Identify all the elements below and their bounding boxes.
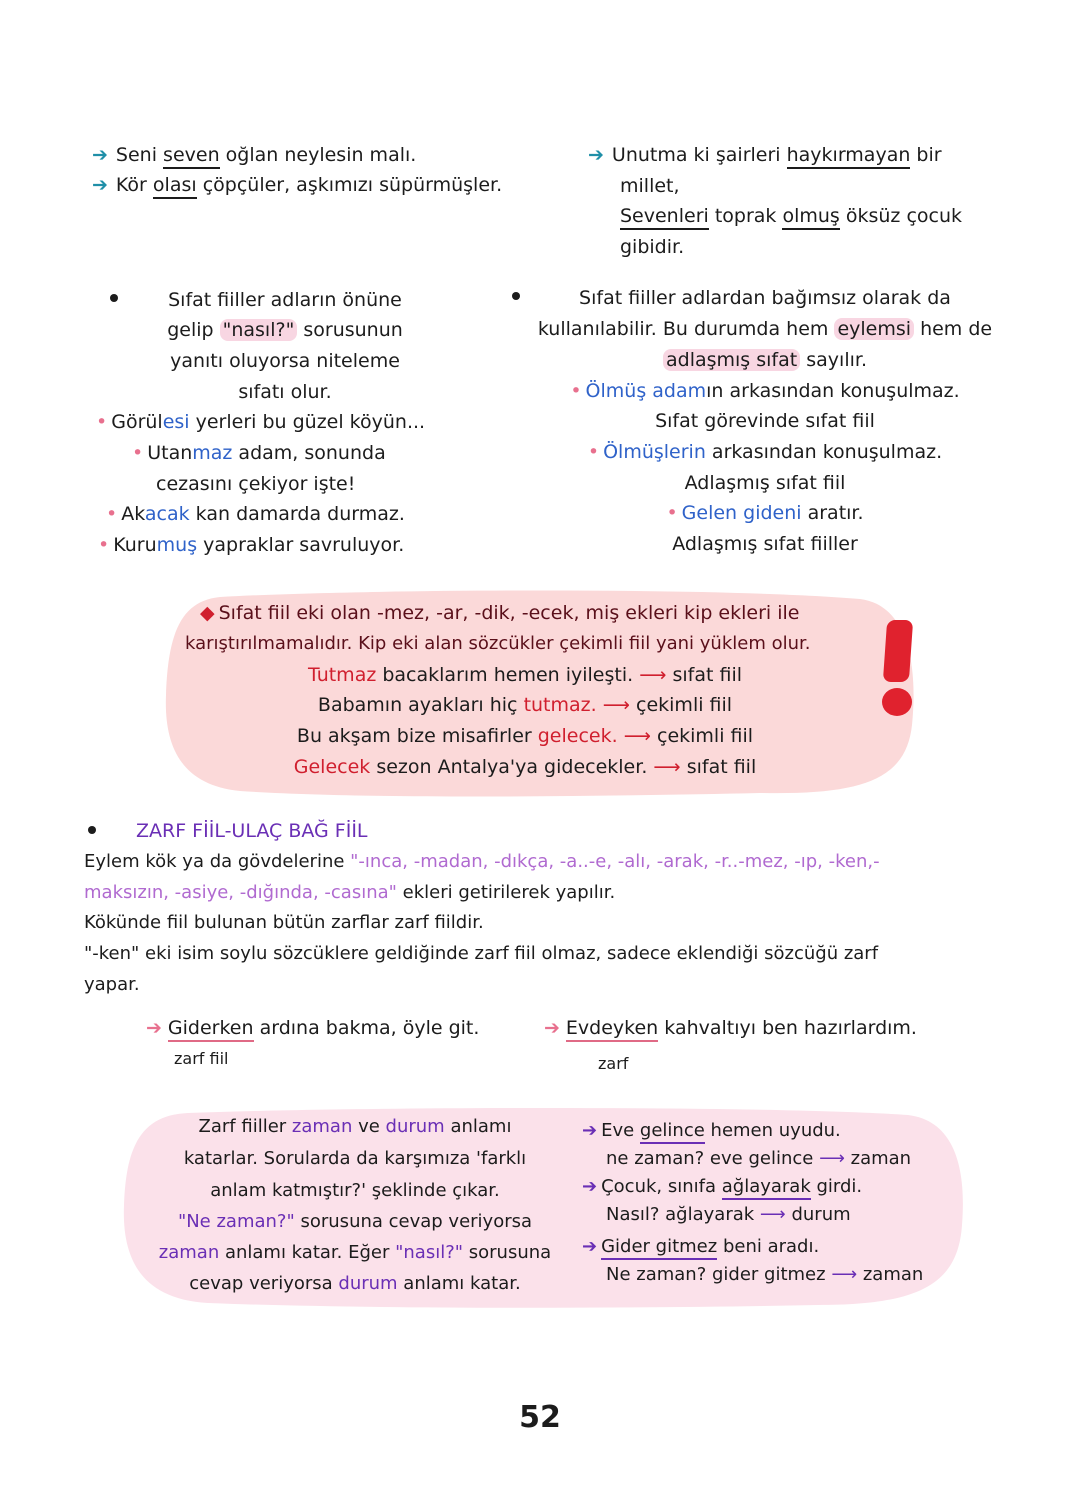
right-rule-line-2: kullanılabilir. Bu durumda hem eylemsi hem de	[537, 318, 993, 340]
purple-arrow-icon: ⟶	[831, 1264, 858, 1285]
zarf-example-left: ➔ Giderken ardına bakma, öyle git.	[146, 1016, 479, 1040]
zarf-example-right: ➔ Evdeyken kahvaltıyı ben hazırlardım.	[544, 1016, 917, 1040]
exclamation-icon	[883, 620, 913, 682]
arrow-right-icon: ➔	[582, 1176, 598, 1197]
right-example-2: • Ölmüşlerin arkasından konuşulmaz.	[587, 441, 943, 463]
zarf-line-4: "-ken" eki isim soylu sözcüklere geldiğinde zarf fiil olmaz, sadece eklendiği sözcüğü zarf	[84, 943, 879, 964]
right-rule-line-1: Sıfat fiiller adlardan bağımsız olarak da	[579, 287, 951, 309]
page-number: 52	[519, 1400, 561, 1435]
left-rule-line-1: Sıfat fiiller adların önüne	[168, 289, 402, 311]
arrow-right-icon: ➔	[588, 144, 604, 166]
warning-line-2: karıştırılmamalıdır. Kip eki alan sözcükler çekimli fiil yani yüklem olur.	[185, 633, 811, 654]
arrow-right-icon: ➔	[582, 1236, 598, 1257]
zarf-line-2: maksızın, -asiye, -dığında, -casına" ekleri getirilerek yapılır.	[84, 882, 616, 903]
right-example-3: • Gelen gideni aratır.	[666, 502, 864, 524]
red-arrow-icon: ⟶	[639, 664, 667, 686]
arrow-right-icon: ➔	[146, 1017, 162, 1039]
info-right-1-question: ne zaman? eve gelince ⟶ zaman	[606, 1148, 912, 1169]
right-rule-line-3: adlaşmış sıfat sayılır.	[520, 348, 1010, 372]
left-example-2: • Utanmaz adam, sonunda	[132, 442, 386, 464]
red-arrow-icon: ⟶	[602, 694, 630, 716]
right-example-2-note: Adlaşmış sıfat fiil	[684, 472, 846, 494]
example-right-4: gibidir.	[620, 236, 685, 258]
example-left-2: ➔ Kör olası çöpçüler, aşkımızı süpürmüşler.	[92, 173, 502, 197]
left-example-1: • Görülesi yerleri bu güzel köyün...	[96, 411, 426, 433]
pink-bullet-icon: •	[96, 411, 108, 433]
right-example-3-note: Adlaşmış sıfat fiiller	[672, 533, 858, 555]
left-example-2b: cezasını çekiyor işte!	[156, 473, 356, 495]
arrow-right-icon: ➔	[582, 1120, 598, 1141]
bullet-dot	[512, 292, 520, 300]
example-right-2: millet,	[620, 175, 680, 197]
info-right-3: ➔ Gider gitmez beni aradı.	[582, 1235, 819, 1259]
info-right-3-question: Ne zaman? gider gitmez ⟶ zaman	[606, 1264, 924, 1285]
zarf-line-5: yapar.	[84, 974, 140, 995]
warning-example-1: Tutmaz bacaklarım hemen iyileşti. ⟶ sıfat fiil	[307, 664, 743, 686]
left-rule-line-2: gelip "nasıl?" sorusunun	[167, 319, 403, 341]
pink-bullet-icon: •	[666, 502, 678, 524]
example-left-1: ➔ Seni seven oğlan neylesin malı.	[92, 143, 416, 167]
right-example-1: • Ölmüş adamın arkasından konuşulmaz.	[570, 380, 960, 402]
zarf-line-1: Eylem kök ya da gövdelerine "-ınca, -madan, -dıkça, -a..-e, -alı, -arak, -r..-mez, -ıp, -ken,-	[84, 851, 880, 872]
left-example-4: • Kurumuş yapraklar savruluyor.	[98, 534, 405, 556]
info-left-1: Zarf fiiller zaman ve durum anlamı	[198, 1116, 512, 1137]
pink-bullet-icon: •	[98, 534, 110, 556]
warning-example-3: Bu akşam bize misafirler gelecek. ⟶ çekimli fiil	[296, 725, 754, 747]
purple-arrow-icon: ⟶	[759, 1204, 786, 1225]
bullet-dot	[88, 826, 96, 834]
pink-bullet-icon: •	[587, 441, 600, 463]
info-left-5: zaman anlamı katar. Eğer "nasıl?" sorusuna	[158, 1242, 552, 1263]
warning-example-4: Gelecek sezon Antalya'ya gidecekler. ⟶ sıfat fiil	[293, 756, 757, 778]
purple-arrow-icon: ⟶	[819, 1148, 845, 1169]
left-example-3: • Akacak kan damarda durmaz.	[106, 503, 405, 525]
pink-bullet-icon: •	[106, 503, 118, 525]
arrow-right-icon: ➔	[92, 144, 108, 166]
arrow-right-icon: ➔	[92, 174, 108, 196]
zarf-example-right-note: zarf	[598, 1054, 629, 1073]
info-right-1: ➔ Eve gelince hemen uyudu.	[582, 1119, 841, 1143]
section-heading: ZARF FİİL-ULAÇ BAĞ FİİL	[136, 820, 368, 842]
info-left-4: "Ne zaman?" sorusuna cevap veriyorsa	[177, 1211, 533, 1232]
zarf-example-left-note: zarf fiil	[174, 1049, 229, 1068]
info-left-3: anlam katmıştır?' şeklinde çıkar.	[210, 1180, 500, 1201]
zarf-line-3: Kökünde fiil bulunan bütün zarflar zarf fiildir.	[84, 912, 484, 933]
pink-bullet-icon: •	[132, 442, 144, 464]
example-right-3: Sevenleri toprak olmuş öksüz çocuk	[620, 204, 962, 228]
pink-bullet-icon: •	[570, 380, 582, 402]
info-right-2: ➔ Çocuk, sınıfa ağlayarak girdi.	[582, 1175, 862, 1199]
left-rule-line-3: yanıtı oluyorsa niteleme	[170, 350, 400, 372]
warning-example-2: Babamın ayakları hiç tutmaz. ⟶ çekimli fiil	[317, 694, 733, 716]
right-example-1-note: Sıfat görevinde sıfat fiil	[655, 410, 875, 432]
arrow-right-icon: ➔	[544, 1017, 560, 1039]
left-rule-line-4: sıfatı olur.	[238, 381, 332, 403]
bullet-dot	[110, 294, 118, 302]
red-arrow-icon: ⟶	[653, 756, 681, 778]
warning-bullet-icon: ◆	[200, 602, 215, 624]
example-right-1: ➔ Unutma ki şairleri haykırmayan bir	[588, 143, 942, 167]
warning-line-1: ◆ Sıfat fiil eki olan -mez, -ar, -dik, -ecek, miş ekleri kip ekleri ile	[200, 602, 800, 624]
red-arrow-icon: ⟶	[623, 725, 651, 747]
info-left-2: katarlar. Sorularda da karşımıza 'farklı	[183, 1148, 527, 1169]
exclamation-dot-icon	[882, 688, 912, 716]
info-left-6: cevap veriyorsa durum anlamı katar.	[189, 1273, 521, 1294]
info-right-2-question: Nasıl? ağlayarak ⟶ durum	[606, 1204, 851, 1225]
